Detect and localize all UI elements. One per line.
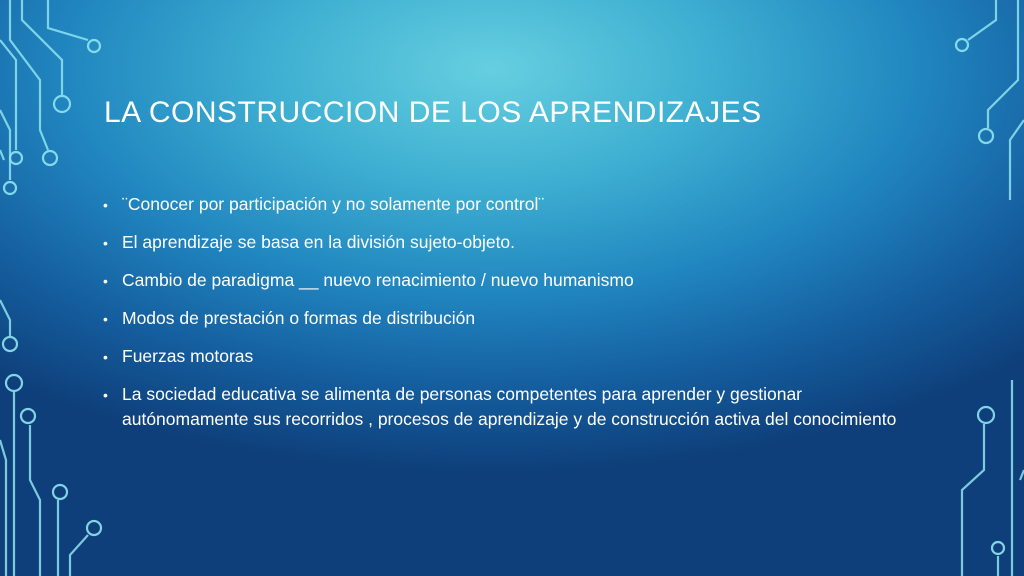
bullet-text: Cambio de paradigma __ nuevo renacimiento / nuevo humanismo	[122, 270, 634, 290]
list-item	[100, 230, 900, 255]
bullet-text: Fuerzas motoras	[122, 346, 254, 366]
list-item	[100, 344, 900, 369]
list-item	[100, 268, 900, 293]
list-item	[100, 192, 900, 217]
bullet-dot-icon: •	[103, 311, 108, 327]
bullet-list	[100, 192, 900, 445]
bullet-dot-icon: •	[103, 273, 108, 289]
bullet-dot-icon: •	[103, 235, 108, 251]
slide-title: LA CONSTRUCCION DE LOS APRENDIZAJES	[104, 96, 762, 129]
bullet-dot-icon: •	[103, 387, 108, 403]
bullet-dot-icon: •	[103, 349, 108, 365]
list-item	[100, 306, 900, 331]
bullet-text: Modos de prestación o formas de distribución	[122, 308, 476, 328]
bullet-dot-icon: •	[103, 197, 108, 213]
bullet-text: ¨Conocer por participación y no solamente por control¨	[122, 194, 545, 214]
bullet-text: La sociedad educativa se alimenta de personas competentes para aprender y gestionar autónomamente sus recorridos , procesos de aprendizaje y de construcción activa del conocimiento	[122, 384, 897, 429]
list-item	[100, 382, 900, 432]
bullet-text: El aprendizaje se basa en la división sujeto-objeto.	[122, 232, 516, 252]
